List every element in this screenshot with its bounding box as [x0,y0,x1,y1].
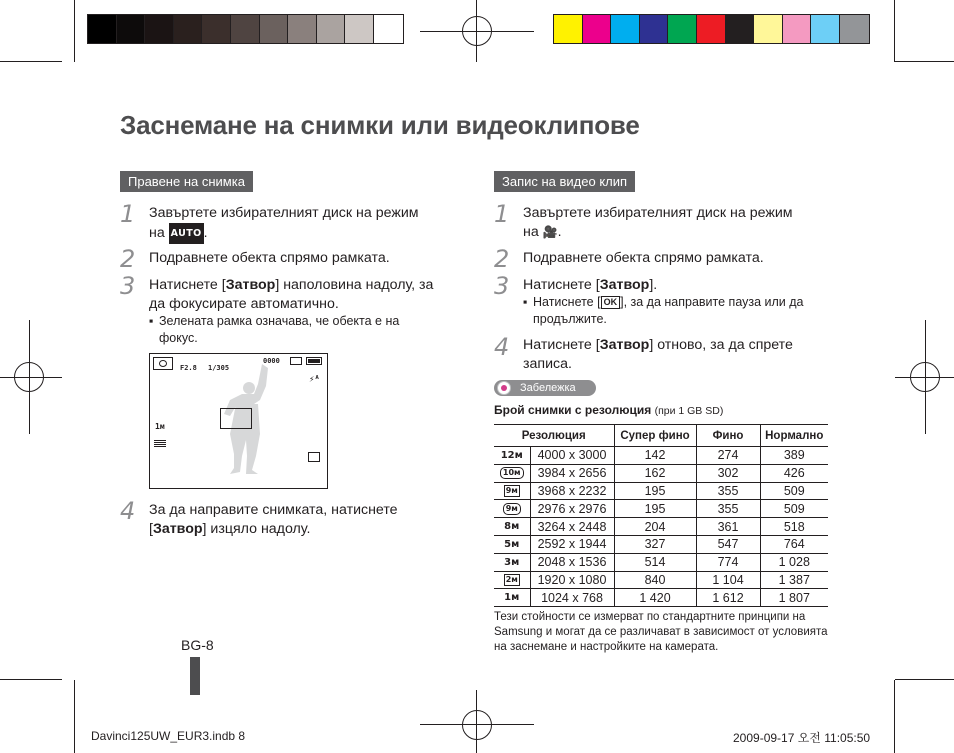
table-row [494,535,828,553]
table-row [494,518,828,536]
shutter-value: 1/305 [208,364,230,372]
movie-mode-icon: 🎥 [542,225,558,239]
resolution-icon-glyph: 12м [500,449,523,461]
color-swatch [754,15,783,43]
resolution-icon [494,500,530,518]
bullet-note: ▪ Натиснете [ OK ], за да направите пауза или да продължите. [523,295,804,326]
quality-icon [154,439,166,447]
table-row [494,464,828,482]
color-swatch [640,15,669,43]
fine-count-cell: 774 [696,553,760,571]
table-row [494,553,828,571]
step-number: 3 [494,272,510,300]
color-swatch [583,15,612,43]
resolution-cell: 1920 x 1080 [530,571,614,589]
normal-count-cell: 518 [760,518,828,536]
superfine-count-cell: 327 [614,535,696,553]
photo-size-icon: 1м [155,422,165,431]
resolution-icon [494,589,530,607]
shots-remaining: 0000 [263,357,280,365]
fine-count-cell: 547 [696,535,760,553]
page-title: Заснемане на снимки или видеоклипове [120,110,640,140]
color-swatch [840,15,869,43]
superfine-count-cell: 195 [614,500,696,518]
gray-swatch [374,15,403,43]
resolution-icon [494,553,530,571]
grayscale-color-bar [87,14,404,44]
section-title-photo: Правене на снимка [120,171,253,192]
color-swatch [783,15,812,43]
table-row [494,589,828,607]
resolution-icon-glyph: 1м [504,592,520,604]
step-number: 4 [494,333,510,361]
footer-file-info: Davinci125UW_EUR3.indb 8 [91,729,246,743]
resolution-icon [494,464,530,482]
normal-count-cell: 1 387 [760,571,828,589]
gray-swatch [317,15,346,43]
table-footnote: Тези стойности се измерват по стандартните принципи на Samsung и могат да се различават в зависимост от условията на заснемане и настройките на камерата. [494,611,828,653]
section-title-video: Запис на видео клип [494,171,635,192]
resolution-icon-glyph: 9м [503,503,521,515]
stabilizer-icon [308,452,320,462]
step-number: 2 [494,245,510,273]
focus-frame [220,408,252,429]
gray-swatch [88,15,117,43]
note-icon [497,381,511,395]
resolution-icon-glyph: 3м [504,556,520,568]
normal-count-cell: 389 [760,447,828,465]
resolution-cell: 2048 x 1536 [530,553,614,571]
step-text: Подравнете обекта спрямо рамката. [149,250,390,266]
normal-count-cell: 764 [760,535,828,553]
process-color-bar [553,14,870,44]
resolution-icon-glyph: 8м [504,521,520,533]
page-number: BG-8 [181,637,214,653]
superfine-count-cell: 162 [614,464,696,482]
resolution-icon-glyph: 10м [500,467,524,479]
table-header-row [494,425,828,447]
resolution-cell: 3264 x 2448 [530,518,614,536]
table-title: Брой снимки с резолюция (при 1 GB SD) [494,403,724,417]
superfine-count-cell: 204 [614,518,696,536]
gray-swatch [260,15,289,43]
step-text: Завъртете избирателният диск на режим на AUTO . [149,204,469,244]
step-number: 4 [120,497,136,525]
resolution-icon [494,571,530,589]
ok-button-icon: OK [601,296,621,309]
step-number: 3 [120,272,136,300]
auto-mode-icon: AUTO [169,223,204,244]
color-swatch [811,15,840,43]
resolution-icon [494,535,530,553]
resolution-icon-glyph: 5м [504,538,520,550]
normal-count-cell: 426 [760,464,828,482]
normal-count-cell: 1 807 [760,589,828,607]
gray-swatch [174,15,203,43]
superfine-count-cell: 142 [614,447,696,465]
resolution-icon [494,447,530,465]
table-row [494,482,828,500]
step-number: 1 [120,200,136,228]
table-row [494,447,828,465]
superfine-count-cell: 1 420 [614,589,696,607]
gray-swatch [117,15,146,43]
normal-count-cell: 1 028 [760,553,828,571]
column-header: Супер фино [614,425,696,447]
color-swatch [554,15,583,43]
step-text: Натиснете [Затвор] отново, за да спрете записа. [523,337,793,372]
resolution-icon-glyph: 2м [505,574,518,584]
resolution-cell: 3968 x 2232 [530,482,614,500]
superfine-count-cell: 840 [614,571,696,589]
fine-count-cell: 355 [696,500,760,518]
step-text: За да направите снимката, натиснете [Затвор] изцяло надолу. [149,502,398,537]
resolution-cell: 3984 x 2656 [530,464,614,482]
step-number: 2 [120,245,136,273]
column-header: Нормално [760,425,828,447]
resolution-cell: 1024 x 768 [530,589,614,607]
step-number: 1 [494,200,510,228]
fine-count-cell: 1 612 [696,589,760,607]
color-swatch [611,15,640,43]
resolution-cell: 2592 x 1944 [530,535,614,553]
resolution-table [494,424,828,607]
note-badge: Забележка [494,380,596,396]
bullet-note: ▪ Зелената рамка означава, че обекта е на фокус. [149,314,400,345]
superfine-count-cell: 195 [614,482,696,500]
fine-count-cell: 355 [696,482,760,500]
table-row [494,571,828,589]
step-text: Натиснете [Затвор] наполовина надолу, за да фокусирате автоматично. [149,277,434,312]
resolution-cell: 4000 x 3000 [530,447,614,465]
resolution-icon [494,518,530,536]
fine-count-cell: 1 104 [696,571,760,589]
resolution-icon [494,482,530,500]
column-header: Фино [696,425,760,447]
color-swatch [668,15,697,43]
step-text: Натиснете [Затвор]. [523,277,658,293]
gray-swatch [202,15,231,43]
gray-swatch [345,15,374,43]
resolution-icon-glyph: 9м [505,485,518,495]
fine-count-cell: 361 [696,518,760,536]
table-row [494,500,828,518]
gray-swatch [288,15,317,43]
battery-icon [306,357,322,365]
memory-card-icon [290,357,302,365]
camera-mode-icon [153,357,173,370]
color-swatch [726,15,755,43]
normal-count-cell: 509 [760,482,828,500]
normal-count-cell: 509 [760,500,828,518]
fine-count-cell: 274 [696,447,760,465]
column-header: Резолюция [494,425,614,447]
color-swatch [697,15,726,43]
flash-icon: ⚡ᴬ [309,375,320,385]
camera-screen-illustration [149,353,328,489]
footer-timestamp: 2009-09-17 오전 11:05:50 [733,731,871,745]
step-text: Подравнете обекта спрямо рамката. [523,250,764,266]
gray-swatch [145,15,174,43]
gray-swatch [231,15,260,43]
page-edge-tab [190,657,200,695]
aperture-value: F2.8 [180,364,197,372]
step-text: Завъртете избирателният диск на режим на 🎥. [523,205,793,240]
fine-count-cell: 302 [696,464,760,482]
resolution-cell: 2976 x 2976 [530,500,614,518]
superfine-count-cell: 514 [614,553,696,571]
